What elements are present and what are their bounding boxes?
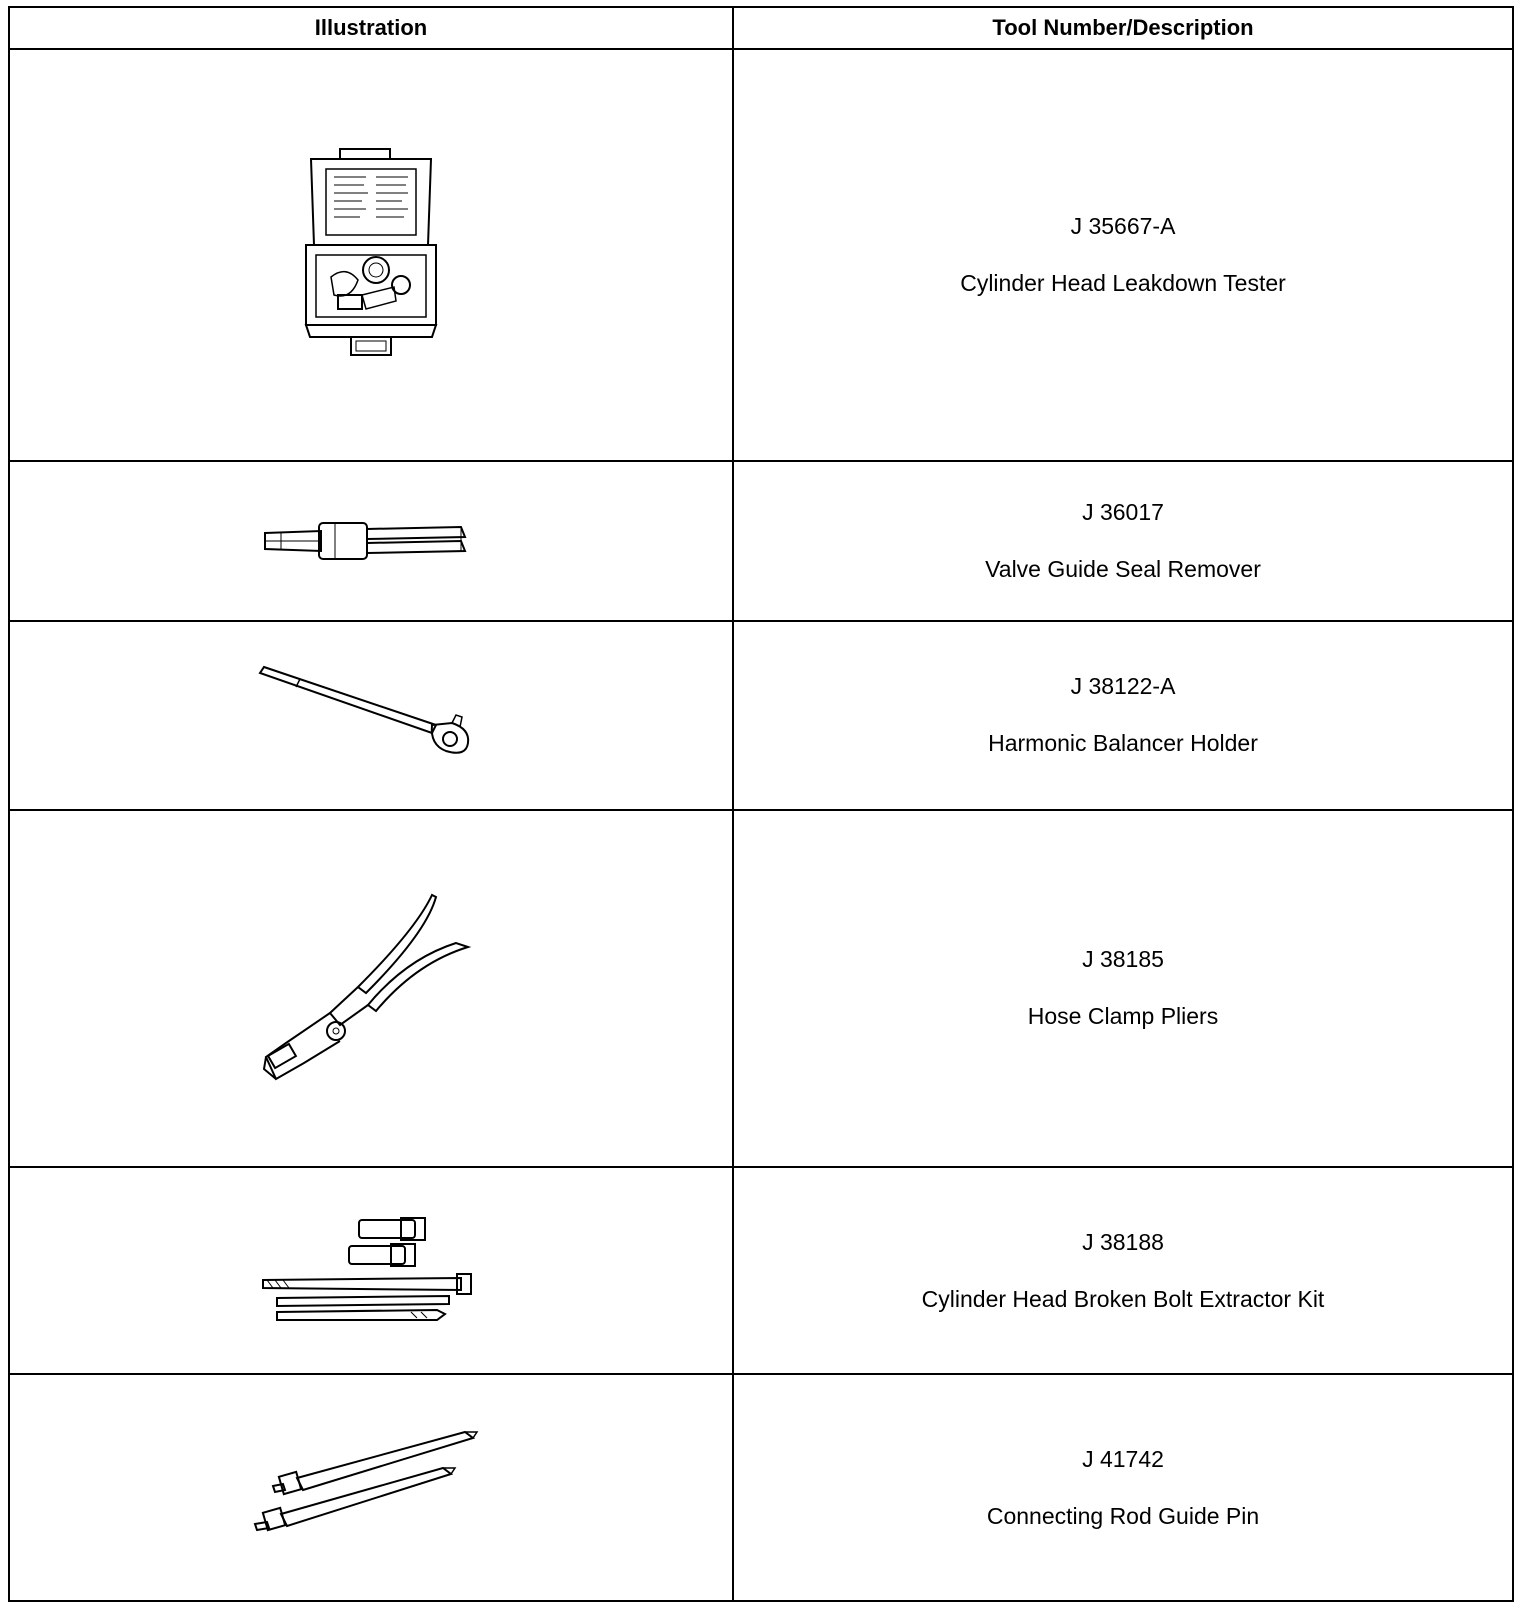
valve-guide-seal-remover-icon [261,511,481,571]
table-row [9,810,1513,1166]
connecting-rod-guide-pin-icon [251,1428,491,1548]
table-row [9,1167,1513,1375]
tool-description-cell [733,1167,1513,1375]
tool-description: Cylinder Head Leakdown Tester [960,270,1286,297]
tool-description-cell [733,621,1513,810]
tool-description: Valve Guide Seal Remover [985,555,1261,582]
header-illustration: Illustration [9,7,733,49]
tool-number: J 41742 [1082,1445,1164,1472]
tool-description-cell [733,810,1513,1166]
illustration-cell [9,621,733,810]
table-row [9,621,1513,810]
tool-number: J 35667-A [1070,213,1176,240]
illustration-cell [9,1374,733,1601]
tool-number: J 38122-A [1070,673,1176,700]
tool-number: J 36017 [1082,498,1164,525]
illustration-cell [9,1167,733,1375]
tool-description: Harmonic Balancer Holder [988,730,1258,757]
special-tools-table [8,6,1514,1602]
harmonic-balancer-holder-icon [256,665,486,765]
leakdown-tester-case-icon [296,145,446,365]
tool-description-cell [733,461,1513,621]
tool-number: J 38185 [1082,946,1164,973]
tool-description: Connecting Rod Guide Pin [986,1502,1260,1529]
tool-description: Hose Clamp Pliers [1027,1003,1219,1030]
hose-clamp-pliers-icon [256,893,486,1083]
table-header-row [9,7,1513,49]
tool-description-cell [733,49,1513,461]
illustration-cell [9,49,733,461]
tool-description-cell [733,1374,1513,1601]
tool-description: Cylinder Head Broken Bolt Extractor Kit [921,1285,1325,1312]
header-tool-number-description: Tool Number/Description [733,7,1513,49]
bolt-extractor-kit-icon [261,1216,481,1326]
illustration-cell [9,810,733,1166]
table-row [9,461,1513,621]
table-row [9,49,1513,461]
illustration-cell [9,461,733,621]
tool-number: J 38188 [1082,1228,1164,1255]
table-row [9,1374,1513,1601]
